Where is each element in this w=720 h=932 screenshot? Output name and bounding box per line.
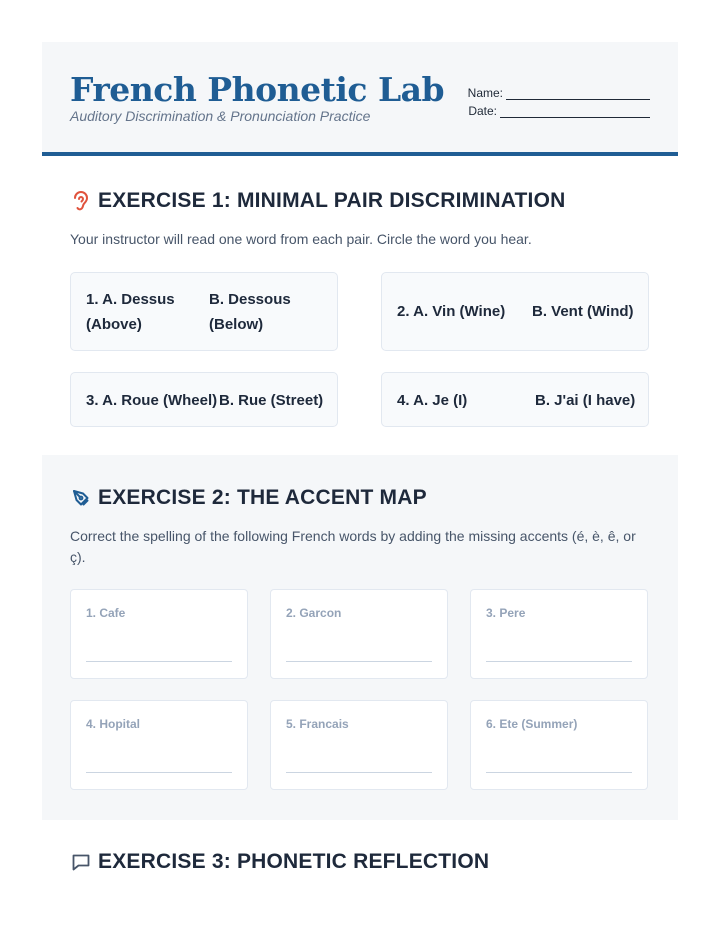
pair-1-option-a-meaning: (Above): [86, 316, 142, 333]
worksheet-header: [42, 42, 678, 156]
exercise-1-instructions: Your instructor will read one word from each pair. Circle the word you hear.: [70, 231, 532, 247]
accent-word-5: 5. Francais: [286, 717, 349, 731]
pair-3-option-a[interactable]: 3. A. Roue (Wheel): [86, 392, 218, 409]
exercise-1-title: EXERCISE 1: MINIMAL PAIR DISCRIMINATION: [98, 189, 566, 212]
exercise-2-instructions-line-1: Correct the spelling of the following French words by adding the missing accents (é, è, ê, or: [70, 528, 636, 544]
accent-word-3: 3. Pere: [486, 606, 526, 620]
accent-word-6: 6. Ete (Summer): [486, 717, 578, 731]
answer-line-1[interactable]: [86, 661, 232, 662]
accent-card-3[interactable]: [470, 589, 648, 679]
answer-line-6[interactable]: [486, 772, 632, 773]
accent-card-5[interactable]: [270, 700, 448, 790]
speech-bubble-icon: [70, 851, 92, 873]
answer-line-4[interactable]: [86, 772, 232, 773]
exercise-2-instructions-line-2: ç).: [70, 549, 86, 565]
name-field[interactable]: [460, 82, 650, 100]
pair-4-option-b[interactable]: B. J'ai (I have): [535, 392, 636, 409]
date-line[interactable]: [500, 105, 650, 118]
pair-4-option-a[interactable]: 4. A. Je (I): [397, 392, 468, 409]
exercise-3-heading: [70, 850, 489, 874]
exercise-3-title: EXERCISE 3: PHONETIC REFLECTION: [98, 850, 490, 873]
pair-3-option-b[interactable]: B. Rue (Street): [219, 392, 324, 409]
ear-icon: [70, 190, 92, 212]
answer-line-2[interactable]: [286, 661, 432, 662]
name-label: Name:: [467, 86, 503, 100]
accent-card-1[interactable]: [70, 589, 248, 679]
pair-1-option-b[interactable]: B. Dessous: [209, 291, 291, 308]
page-subtitle: Auditory Discrimination & Pronunciation Practice: [70, 108, 371, 124]
exercise-1-heading: [70, 189, 566, 213]
pair-card-4[interactable]: [381, 372, 649, 427]
exercise-2-heading: [70, 486, 427, 510]
exercise-2-title: EXERCISE 2: THE ACCENT MAP: [98, 486, 427, 509]
answer-line-5[interactable]: [286, 772, 432, 773]
pair-2-option-b[interactable]: B. Vent (Wind): [532, 303, 634, 320]
date-label: Date:: [468, 104, 497, 118]
answer-line-3[interactable]: [486, 661, 632, 662]
exercise-2-instructions: [70, 526, 660, 568]
pair-card-1[interactable]: [70, 272, 338, 351]
accent-word-2: 2. Garcon: [286, 606, 342, 620]
pair-card-2[interactable]: [381, 272, 649, 351]
pair-1-option-b-meaning: (Below): [209, 316, 264, 333]
pair-card-3[interactable]: [70, 372, 338, 427]
accent-word-1: 1. Cafe: [86, 606, 126, 620]
pair-1-option-a[interactable]: 1. A. Dessus: [86, 291, 175, 308]
name-line[interactable]: [506, 87, 650, 100]
student-info: [460, 82, 650, 118]
date-field[interactable]: [460, 100, 650, 118]
accent-card-4[interactable]: [70, 700, 248, 790]
accent-card-2[interactable]: [270, 589, 448, 679]
pen-nib-icon: [70, 487, 92, 509]
page-title: French Phonetic Lab: [70, 70, 445, 109]
pair-2-option-a[interactable]: 2. A. Vin (Wine): [397, 303, 506, 320]
accent-word-4: 4. Hopital: [86, 717, 141, 731]
accent-card-6[interactable]: [470, 700, 648, 790]
